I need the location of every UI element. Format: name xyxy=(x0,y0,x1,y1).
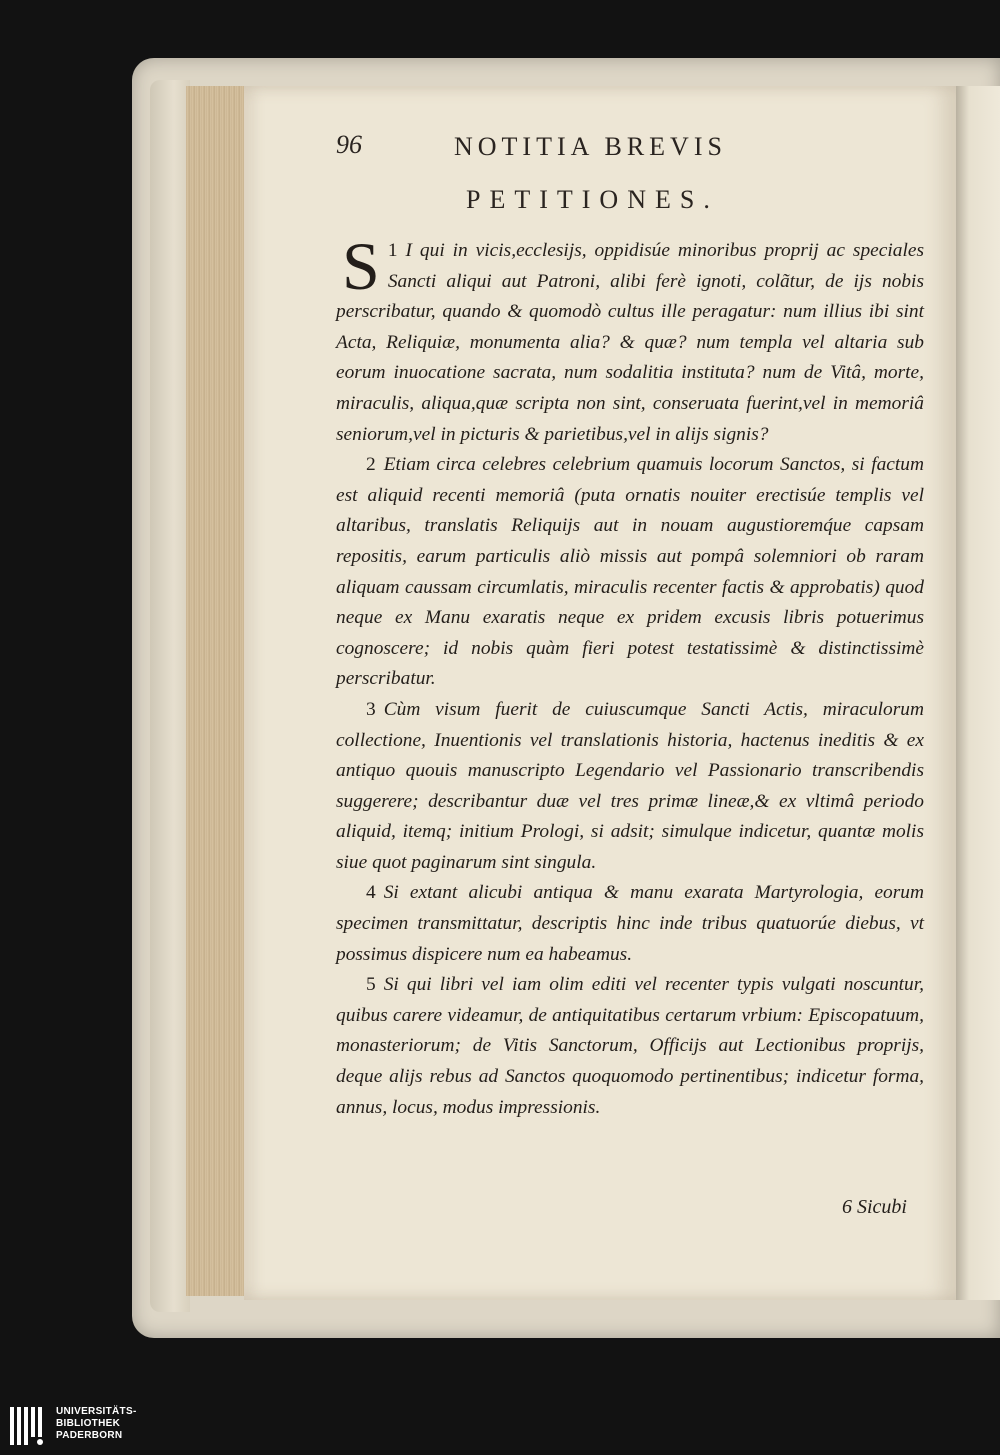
body-text xyxy=(336,228,924,1123)
paragraph-text: Si extant alicubi antiqua & manu exarata Martyrologia, eorum specimen transmittatur, descriptis hinc inde tribus quatuorúe diebus, vt possimus dispicere num ea habeamus. xyxy=(336,882,924,965)
page-number: 96 xyxy=(336,130,362,159)
paragraph-number: 5 xyxy=(366,974,376,996)
library-logo-icon xyxy=(10,1407,50,1445)
catchword: 6 Sicubi xyxy=(842,1196,907,1218)
paragraph-number: 3 xyxy=(366,698,376,720)
running-head-title: NOTITIA BREVIS xyxy=(454,132,727,161)
paragraph-text: Etiam circa celebres celebrium quamuis locorum Sanctos, si factum est aliquid recenti memoriâ (puta ornatis nouiter erectisúe templis vel altaribus, translatis Reliquijs aut in nouam augustioremq́ue capsam repositis, earum particulis aliò missis aut pompâ solemniori ob raram aliquam caussam circumlatis, miraculis recenter factis & approbatis) quod neque ex Manu exaratis neque ex pridem excusis libris potuerimus cognoscere; id nobis quàm fieri potest testatissimè & distinctissimè perscribatur. xyxy=(336,454,924,690)
paragraph-3 xyxy=(336,695,924,879)
paragraph-5 xyxy=(336,970,924,1123)
paragraph-text: Si qui libri vel iam olim editi vel recenter typis vulgati noscuntur, quibus carere videamur, de antiquitatibus certarum vrbium: Episcopatuum, monasteriorum; de Vitis Sanctorum, Officijs aut Lectionibus proprijs, deque alijs rebus ad Sanctos quoquomodo pertinentibus; indicetur forma, annus, locus, modus impressionis. xyxy=(336,974,924,1118)
paragraph-number: 4 xyxy=(366,882,376,904)
library-name-line: BIBLIOTHEK xyxy=(56,1418,121,1429)
paragraph-2 xyxy=(336,450,924,695)
facing-page-edge xyxy=(956,86,1000,1300)
paragraph-text: Cùm visum fuerit de cuiuscumque Sancti Actis, miraculorum collectione, Inuentionis vel translationis historia, hactenus ineditis & ex antiquo quouis manuscripto Legendario vel Passionario transcribendis suggerere; describantur duæ vel tres primæ lineæ,& ex vltimâ periodo aliquid, itemq; initium Prologi, si adsit; simulque indicetur, quantæ molis siue quot paginarum sint singula. xyxy=(336,698,924,873)
page-stack-edge xyxy=(186,86,246,1296)
paragraph-1 xyxy=(336,228,924,450)
paragraph-text: I qui in vicis,ecclesijs, oppidisúe minoribus proprij ac speciales Sancti aliqui aut Patroni, alibi ferè ignoti, colãtur, de ijs nobis perscribatur, quando & quomodò cultus ille peragatur: num illius ibi sint Acta, Reliquiæ, monumenta alia? & quæ? num templa vel altaria sub eorum inuocatione sacrata, num sodalitia instituta? num de Vitâ, morte, miraculis, aliqua,quæ scripta non sint, conseruata fuerint,vel in memoriâ seniorum,vel in picturis & parietibus,vel in alijs signis? xyxy=(336,240,924,445)
library-name-line: PADERBORN xyxy=(56,1430,123,1441)
paragraph-number: 2 xyxy=(366,454,376,476)
paragraph-4 xyxy=(336,878,924,970)
library-name-line: UNIVERSITÄTS- xyxy=(56,1406,137,1417)
paragraph-number: 1 xyxy=(387,240,398,261)
vellum-cover-edge xyxy=(150,80,190,1312)
library-name xyxy=(56,1406,137,1442)
library-logo xyxy=(10,1404,170,1448)
running-head xyxy=(336,130,816,170)
section-title: PETITIONES. xyxy=(466,185,719,214)
drop-cap-initial: S xyxy=(342,228,380,304)
